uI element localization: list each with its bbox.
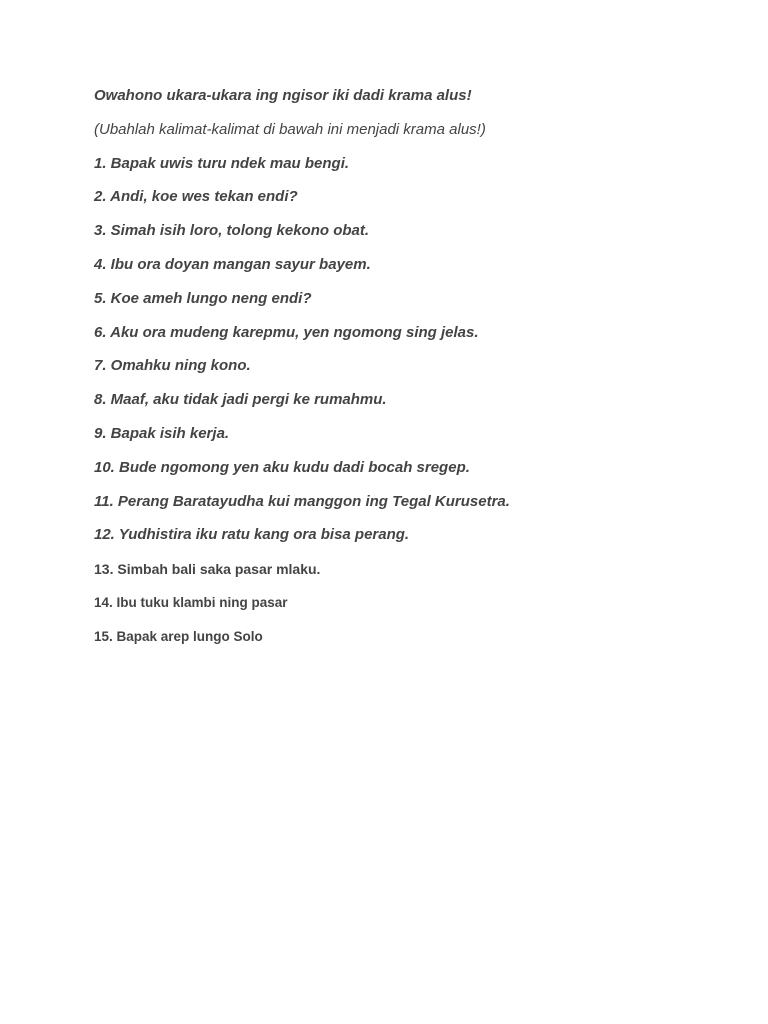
list-item: 7. Omahku ning kono. [94, 357, 251, 375]
list-item: 9. Bapak isih kerja. [94, 424, 230, 442]
list-item: 10. Bude ngomong yen aku kudu dadi bocah sregep. [94, 458, 470, 476]
list-item: 6. Aku ora mudeng karepmu, yen ngomong sing jelas. [94, 323, 479, 341]
document-body [94, 86, 734, 661]
list-item: 3. Simah isih loro, tolong kekono obat. [94, 222, 370, 240]
list-item: 12. Yudhistira iku ratu kang ora bisa perang. [94, 526, 410, 544]
list-item: 5. Koe ameh lungo neng endi? [94, 289, 312, 307]
list-item: 2. Andi, koe wes tekan endi? [94, 188, 298, 206]
list-item: 11. Perang Baratayudha kui manggon ing Tegal Kurusetra. [94, 492, 510, 510]
list-item: 1. Bapak uwis turu ndek mau bengi. [94, 154, 350, 172]
document-subtitle: (Ubahlah kalimat-kalimat di bawah ini menjadi krama alus!) [94, 120, 486, 138]
list-item: 13. Simbah bali saka pasar mlaku. [94, 561, 321, 578]
list-item: 4. Ibu ora doyan mangan sayur bayem. [94, 255, 371, 273]
document-title: Owahono ukara-ukara ing ngisor iki dadi krama alus! [94, 87, 472, 104]
list-item: 15. Bapak arep lungo Solo [94, 628, 263, 644]
list-item: 14. Ibu tuku klambi ning pasar [94, 594, 288, 610]
list-item: 8. Maaf, aku tidak jadi pergi ke rumahmu. [94, 391, 387, 409]
